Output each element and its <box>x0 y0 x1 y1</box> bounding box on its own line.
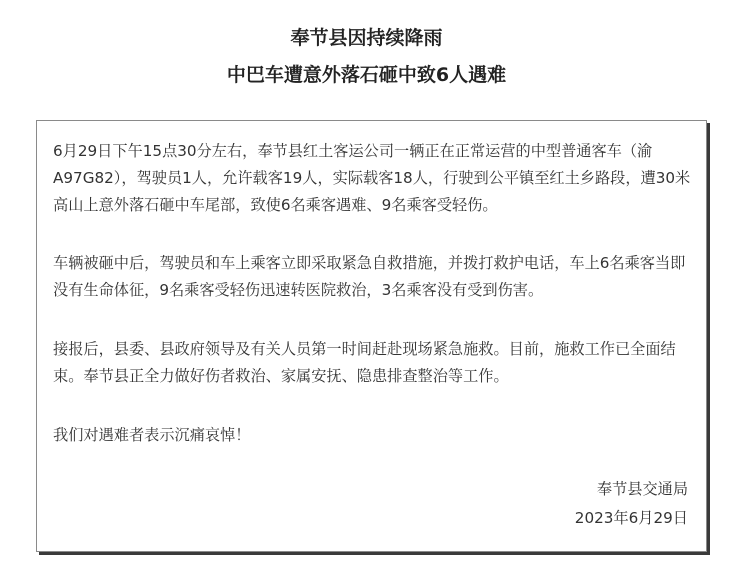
issue-date: 2023年6月29日 <box>574 509 688 527</box>
headline-line-1: 奉节县因持续降雨 <box>290 27 443 49</box>
issuer-signature: 奉节县交通局 <box>596 480 688 498</box>
headline-line-2: 中巴车遭意外落石砸中致6人遇难 <box>226 64 507 86</box>
notice-paragraph-rescue: 车辆被砸中后，驾驶员和车上乘客立即采取紧急自救措施，并拨打救护电话，车上6名乘客当即没有生命体征，9名乘客受轻伤迅速转医院救治，3名乘客没有受到伤害。 <box>53 254 686 299</box>
notice-paragraph-incident: 6月29日下午15点30分左右，奉节县红土客运公司一辆正在正常运营的中型普通客车（渝 A97G82），驾驶员1人，允许载客19人，实际载客18人，行驶到公平镇至红土乡路段，遭30米高山上意外落石砸中车尾部，致使6名乘客遇难、9名乘客受轻伤。 <box>53 142 691 214</box>
notice-paragraph-condolence: 我们对遇难者表示沉痛哀悼！ <box>53 426 251 444</box>
notice-paragraph-response: 接报后，县委、县政府领导及有关人员第一时间赶赴现场紧急施救。目前，施救工作已全面结束。奉节县正全力做好伤者救治、家属安抚、隐患排查整治等工作。 <box>53 340 676 385</box>
notice-box <box>36 120 707 552</box>
